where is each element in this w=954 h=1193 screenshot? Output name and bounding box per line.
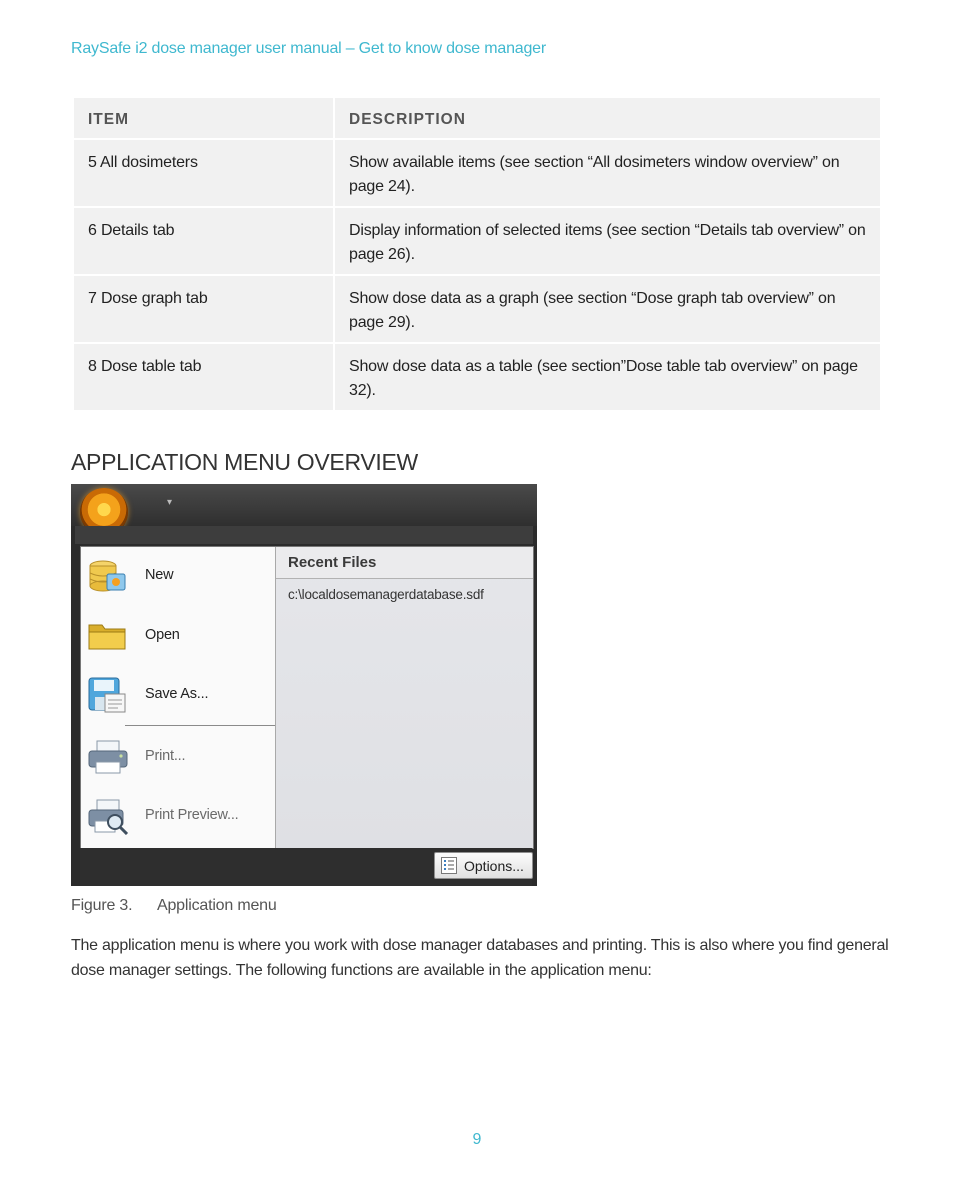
folder-icon [87, 617, 129, 655]
item-cell: 8 Dose table tab [73, 343, 334, 411]
menu-item-label: Save As... [145, 686, 209, 702]
figure-number: Figure 3. [71, 897, 133, 914]
description-cell: Display information of selected items (see section “Details tab overview” on page 26). [334, 207, 881, 275]
description-cell: Show dose data as a graph (see section “Dose graph tab overview” on page 29). [334, 275, 881, 343]
figure-caption [71, 897, 277, 915]
menu-item-save-as[interactable] [81, 666, 275, 724]
menu-separator [125, 725, 275, 726]
options-button[interactable] [434, 852, 533, 879]
table-row [73, 343, 881, 411]
description-cell: Show available items (see section “All dosimeters window overview” on page 24). [334, 139, 881, 207]
page-number: 9 [472, 1131, 482, 1148]
table-header-row [73, 97, 881, 139]
menu-item-label: Print Preview... [145, 807, 239, 823]
menu-item-open[interactable] [81, 607, 275, 665]
table-row [73, 275, 881, 343]
recent-files-heading [276, 547, 533, 579]
item-cell: 7 Dose graph tab [73, 275, 334, 343]
recent-files-pane [276, 547, 533, 848]
printer-icon [87, 738, 129, 776]
ribbon-strip [75, 526, 533, 544]
description-cell: Show dose data as a table (see section”Dose table tab overview” on page 32). [334, 343, 881, 411]
column-header-description: DESCRIPTION [334, 97, 881, 139]
menu-item-new[interactable] [81, 547, 275, 605]
item-cell: 5 All dosimeters [73, 139, 334, 207]
body-paragraph: The application menu is where you work with dose manager databases and printing. This is also where you find general dose manager settings. The following functions are available in the application menu: [71, 937, 889, 979]
recent-files-title: Recent Files [288, 554, 377, 571]
recent-file-item[interactable]: c:\localdosemanagerdatabase.sdf [288, 587, 484, 602]
options-list-icon [441, 857, 457, 874]
table-row [73, 207, 881, 275]
application-menu-screenshot [71, 484, 537, 886]
save-as-icon [87, 676, 129, 714]
column-header-item: ITEM [73, 97, 334, 139]
menu-commands-pane [81, 547, 276, 848]
menu-item-label: New [145, 567, 174, 583]
application-menu-panel [80, 546, 534, 849]
section-title: APPLICATION MENU OVERVIEW [71, 449, 418, 475]
table-row [73, 139, 881, 207]
new-database-icon [87, 557, 129, 595]
menu-item-label: Print... [145, 748, 186, 764]
menu-item-print[interactable] [81, 728, 275, 786]
figure-caption-text: Application menu [157, 897, 277, 914]
menu-item-print-preview[interactable] [81, 787, 275, 845]
print-preview-icon [87, 797, 129, 835]
quick-access-dropdown-icon[interactable]: ▾ [167, 497, 173, 508]
running-header: RaySafe i2 dose manager user manual – Get to know dose manager [71, 40, 546, 57]
options-button-label: Options... [464, 858, 524, 874]
item-description-table [72, 96, 882, 412]
menu-item-label: Open [145, 627, 180, 643]
item-cell: 6 Details tab [73, 207, 334, 275]
app-title-bar [71, 484, 537, 526]
